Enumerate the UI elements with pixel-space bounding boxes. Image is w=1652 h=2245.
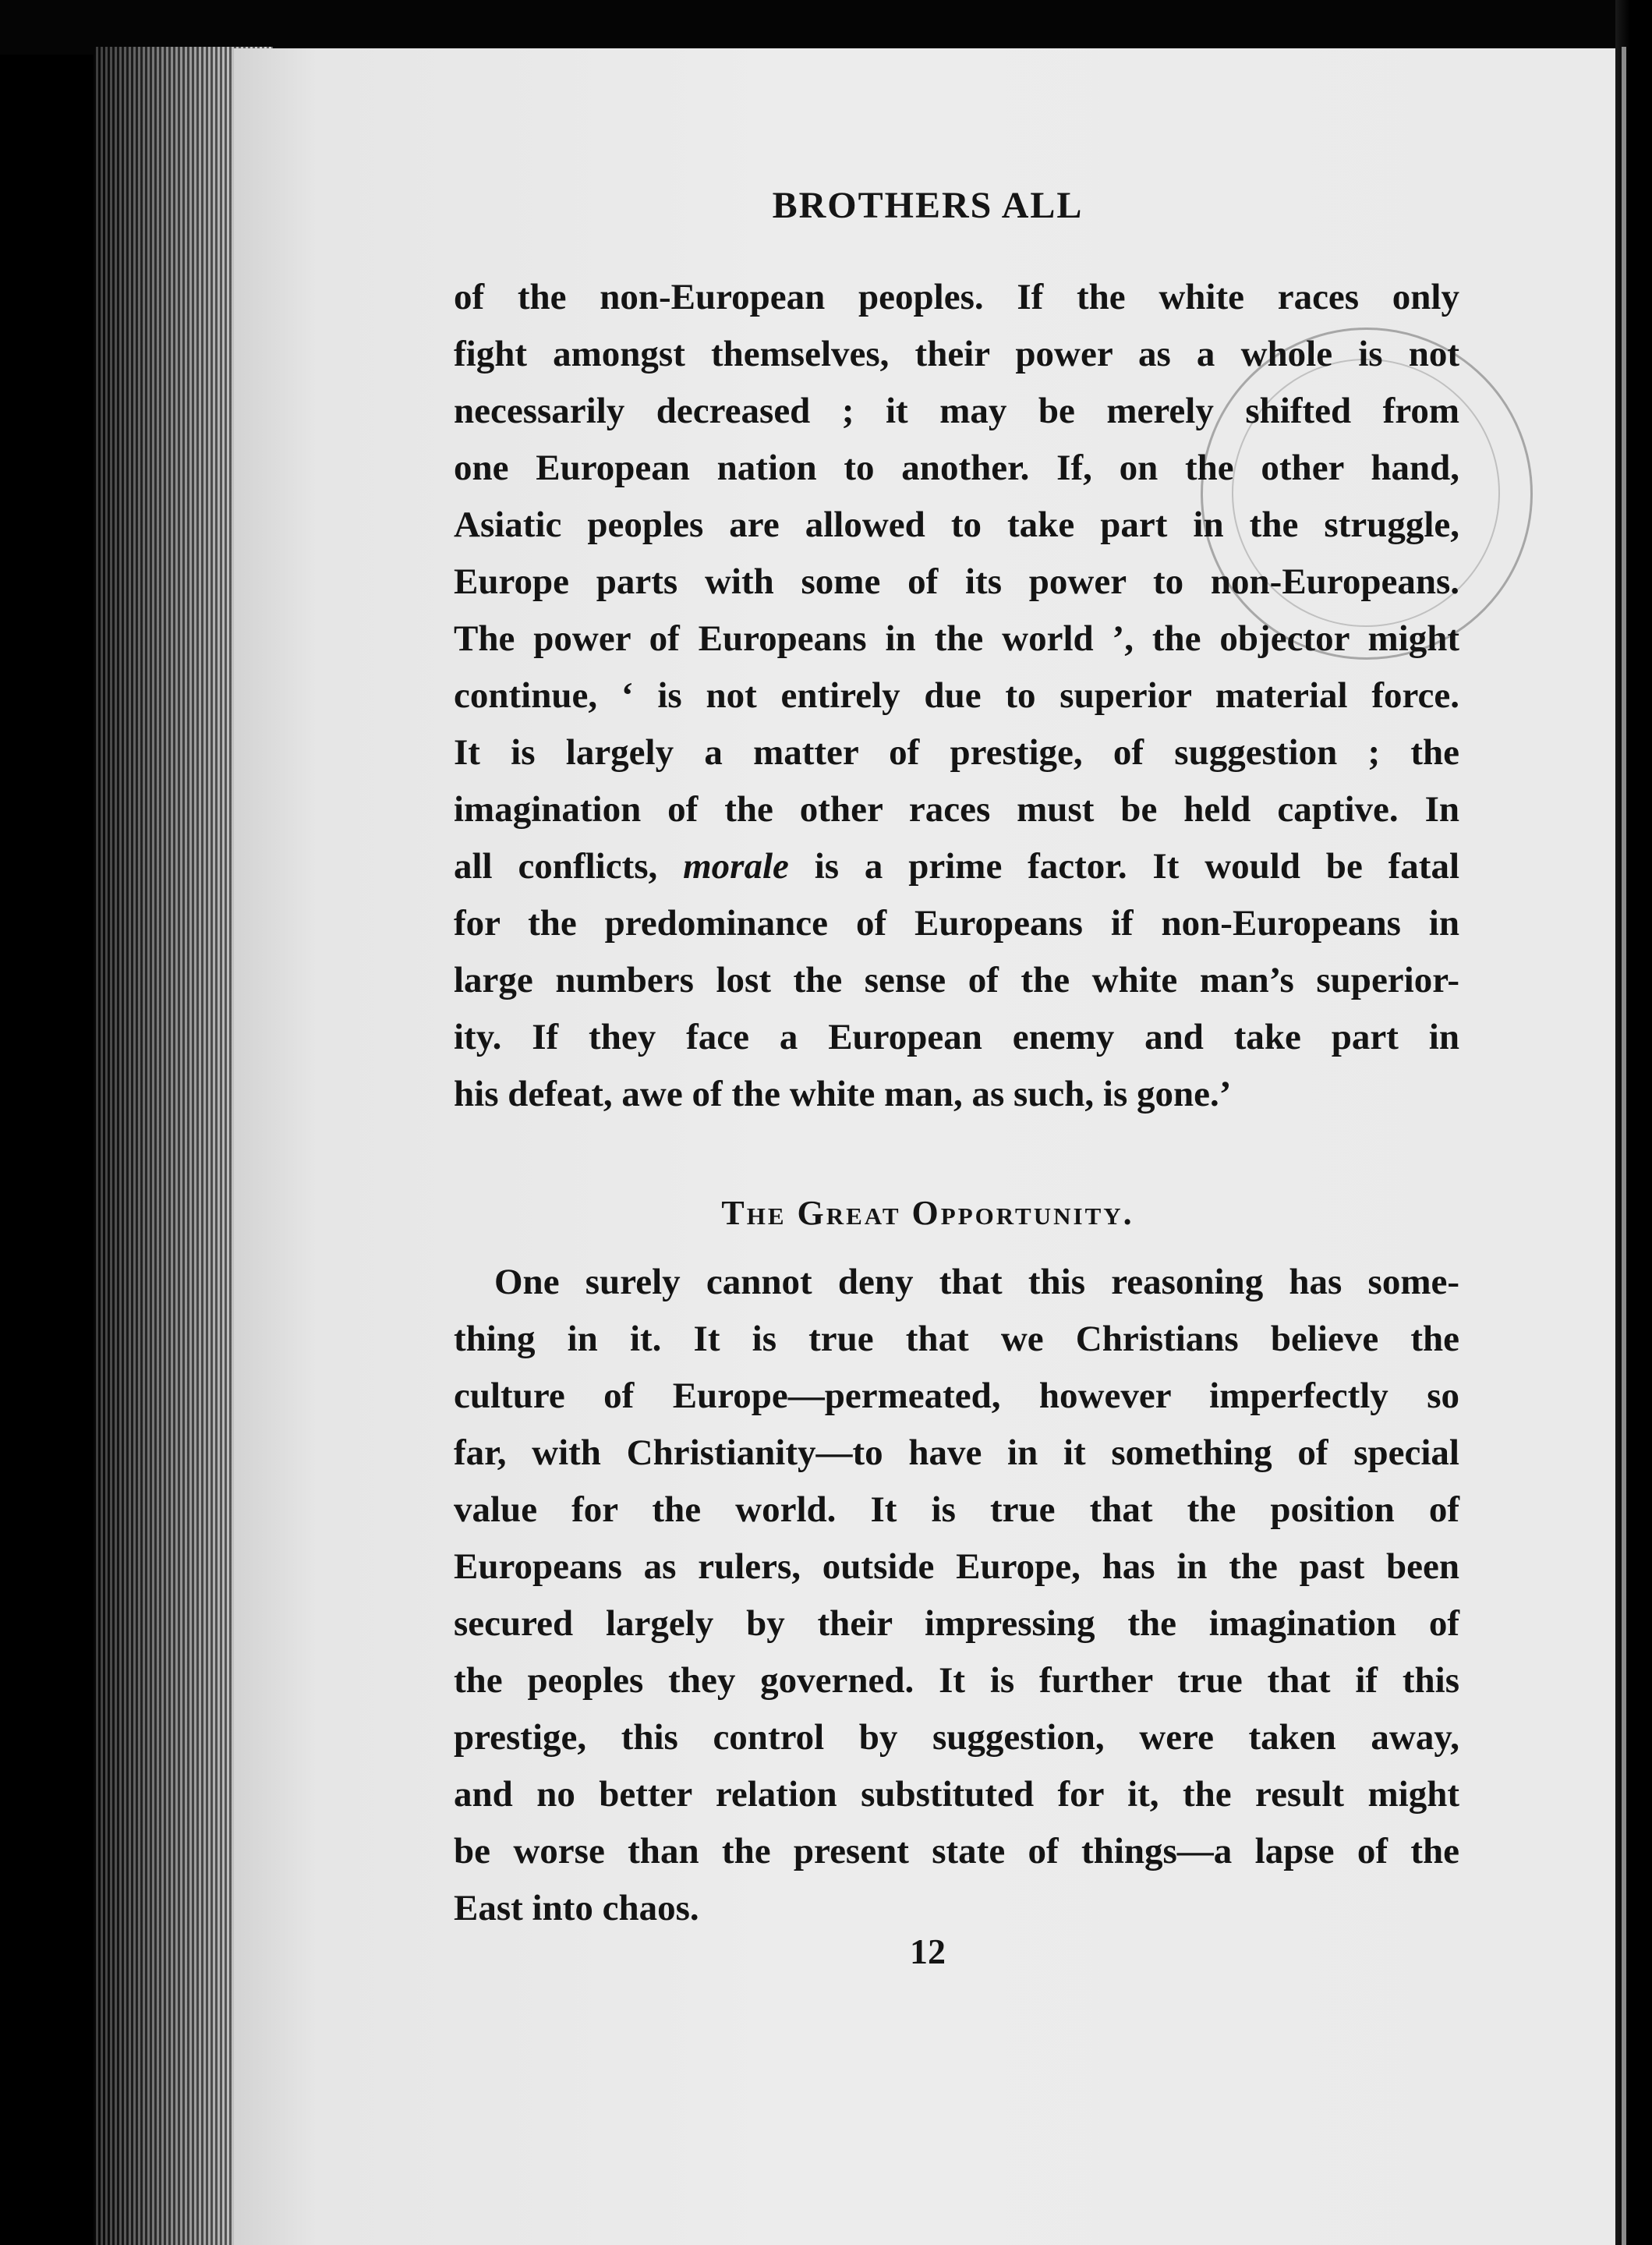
paragraph-2 (454, 1254, 1459, 1937)
text-line: fight amongst themselves, their power as a whole is not (454, 334, 1459, 374)
text-line: secured largely by their impressing the imagination of (454, 1603, 1459, 1644)
page-number: 12 (910, 1932, 946, 1971)
text-line: his defeat, awe of the white man, as such, is gone.’ (454, 1074, 1232, 1114)
text-line: culture of Europe—permeated, however imperfectly so (454, 1376, 1459, 1416)
section-heading: The Great Opportunity. (721, 1194, 1134, 1232)
text-line: thing in it. It is true that we Christians believe the (454, 1319, 1459, 1359)
text-line: The power of Europeans in the world ’, the objector might (454, 618, 1459, 659)
text-line: ity. If they face a European enemy and take part in (454, 1017, 1459, 1057)
text-line: Europeans as rulers, outside Europe, has in the past been (454, 1546, 1459, 1587)
text-line: imagination of the other races must be held captive. In (454, 789, 1459, 830)
text-line: It is largely a matter of prestige, of suggestion ; the (454, 732, 1459, 773)
text-line: large numbers lost the sense of the white man’s superior- (454, 960, 1459, 1000)
text-line: for the predominance of Europeans if non-Europeans in (454, 903, 1459, 944)
text-line: Europe parts with some of its power to non-Europeans. (454, 561, 1459, 602)
next-page-edge (1622, 47, 1626, 2245)
text-line: far, with Christianity—to have in it something of special (454, 1432, 1459, 1473)
text-line: Asiatic peoples are allowed to take part in the struggle, (454, 505, 1459, 545)
text-line: prestige, this control by suggestion, were taken away, (454, 1717, 1459, 1758)
text-line: continue, ‘ is not entirely due to superior material force. (454, 675, 1459, 716)
text-line: value for the world. It is true that the position of (454, 1489, 1459, 1530)
paragraph-1 (454, 269, 1459, 1123)
text-line: be worse than the present state of things—a lapse of the (454, 1831, 1459, 1871)
text-line: and no better relation substituted for it, the result might (454, 1774, 1459, 1815)
text-line: all conflicts, morale is a prime factor. It would be fatal (454, 846, 1460, 887)
italic-word: morale (683, 846, 789, 887)
text-line: East into chaos. (454, 1888, 699, 1928)
running-head: BROTHERS ALL (772, 185, 1084, 226)
text-line: one European nation to another. If, on the other hand, (454, 448, 1459, 488)
text-line: One surely cannot deny that this reasoning has some- (494, 1262, 1459, 1302)
text-line: of the non-European peoples. If the white races only (454, 277, 1459, 317)
text-line: necessarily decreased ; it may be merely shifted from (454, 391, 1459, 431)
text-line: the peoples they governed. It is further true that if this (454, 1660, 1459, 1701)
